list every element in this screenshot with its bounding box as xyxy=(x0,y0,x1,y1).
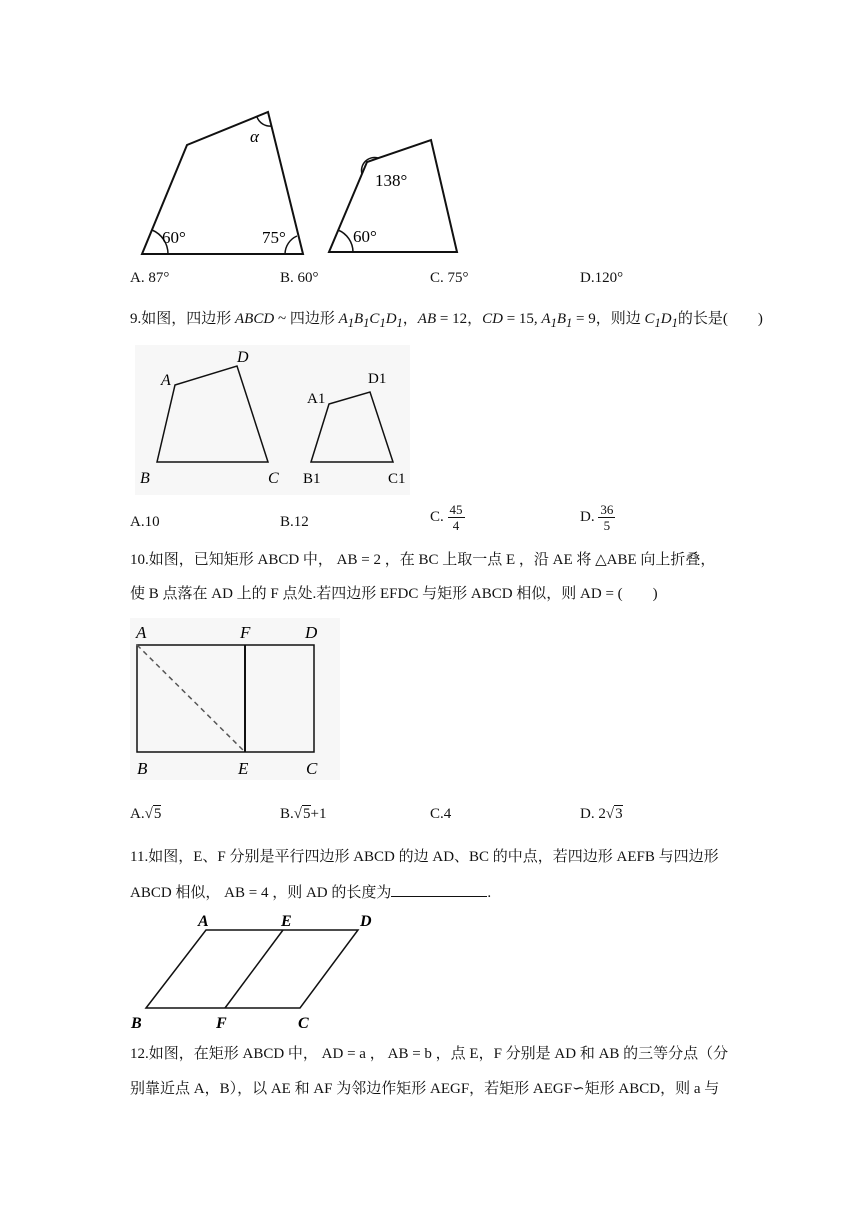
label-E: E xyxy=(281,913,292,930)
q9-c-den: 4 xyxy=(452,518,460,533)
quadrilateral-2 xyxy=(329,140,457,252)
q9-option-c-fraction xyxy=(448,502,465,533)
angle-arc-75 xyxy=(285,236,297,254)
q9-d-den: 5 xyxy=(603,518,611,533)
label-60-2: 60° xyxy=(353,227,377,246)
q10-option-b-prefix: B. xyxy=(280,806,294,822)
label-C: C xyxy=(298,1015,309,1032)
q8-option-c[interactable]: C. 75° xyxy=(430,270,469,286)
label-B: B xyxy=(140,470,150,487)
q9-option-d-prefix: D. xyxy=(580,508,595,525)
q9-stem-prefix: 9.如图，四边形 xyxy=(130,311,232,327)
q10-option-c[interactable]: C.4 xyxy=(430,806,452,822)
label-A1: A1 xyxy=(307,391,326,407)
q10-option-b[interactable]: B.√5+1 xyxy=(280,806,327,822)
q12-stem-line1: 12.如图，在矩形 ABCD 中， AD = a ， AB = b ，点 E，F 分别是 AD 和 AB 的三等分点（分 xyxy=(130,1046,729,1062)
label-138: 138° xyxy=(375,171,408,190)
q9-stem-mid2: ，则边 xyxy=(595,311,641,327)
q12-stem-line2: 别靠近点 A，B），以 AE 和 AF 为邻边作矩形 AEGF，若矩形 AEGF∽矩形 ABCD，则 a 与 xyxy=(130,1081,720,1097)
label-A: A xyxy=(198,913,209,930)
q11-answer-blank[interactable] xyxy=(391,882,487,897)
q11-figure xyxy=(128,910,378,1032)
angle-arc-60-2 xyxy=(338,230,353,252)
q10-option-d[interactable]: D. 2√3 xyxy=(580,806,623,822)
label-60-1: 60° xyxy=(162,228,186,247)
q10-option-a-radicand: 5 xyxy=(153,806,162,822)
label-D: D xyxy=(305,623,318,642)
parallelogram-abcd xyxy=(128,930,378,1008)
q9-figure xyxy=(135,345,410,495)
label-C: C xyxy=(306,759,318,778)
q10-option-a[interactable]: A.√5 xyxy=(130,806,162,822)
q10-option-d-prefix: D. 2 xyxy=(580,806,606,822)
q8-figure-2 xyxy=(325,130,470,265)
label-F: F xyxy=(240,623,251,642)
q9-c-num: 45 xyxy=(449,502,463,517)
q9-stem: 9.如图，四边形 ABCD ~ 四边形 $A_1B_1C_1D_1$，AB = 12，CD = 15, $A_1B_1 = 9$，则边 $C_1D_1$的长是( ) xyxy=(130,311,763,330)
q9-stem-suffix: 的长是( ) xyxy=(677,311,763,327)
label-B: B xyxy=(137,759,148,778)
label-B: B xyxy=(131,1015,142,1032)
q9-option-c[interactable] xyxy=(430,502,465,533)
q8-option-d[interactable]: D.120° xyxy=(580,270,624,286)
label-A: A xyxy=(161,372,171,389)
q10-option-a-prefix: A. xyxy=(130,806,145,822)
q10-stem-line2: 使 B 点落在 AD 上的 F 点处.若四边形 EFDC 与矩形 ABCD 相似，则 AD = ( ) xyxy=(130,586,658,602)
q10-option-d-radicand: 3 xyxy=(615,806,623,822)
q9-stem-mid1: 四边形 xyxy=(289,311,335,327)
label-A: A xyxy=(136,623,147,642)
label-C1: C1 xyxy=(388,471,406,487)
q8-option-b[interactable]: B. 60° xyxy=(280,270,319,286)
q9-option-c-prefix: C. xyxy=(430,508,444,525)
q9-option-a[interactable]: A.10 xyxy=(130,514,160,530)
label-D1: D1 xyxy=(368,371,387,387)
label-F: F xyxy=(216,1015,227,1032)
q9-option-d[interactable] xyxy=(580,502,615,533)
q9-option-d-fraction xyxy=(598,502,615,533)
q10-option-b-suffix: +1 xyxy=(310,806,327,822)
q10-option-b-radicand: 5 xyxy=(303,806,311,822)
q9-d-num: 36 xyxy=(600,502,614,517)
q10-figure xyxy=(130,618,340,780)
q8-figure-1 xyxy=(130,100,320,265)
label-E: E xyxy=(238,759,249,778)
q11-stem-line2-prefix: ABCD 相似， AB = 4 ，则 AD 的长度为 xyxy=(130,885,392,901)
q9-option-b[interactable]: B.12 xyxy=(280,514,309,530)
label-D: D xyxy=(360,913,372,930)
label-B1: B1 xyxy=(303,471,321,487)
label-75: 75° xyxy=(262,228,286,247)
q11-stem-line2 xyxy=(130,882,491,902)
q11-stem-line1: 11.如图，E、F 分别是平行四边形 ABCD 的边 AD、BC 的中点，若四边形 AEFB 与四边形 xyxy=(130,849,719,865)
q11-stem-line2-suffix: . xyxy=(487,885,492,901)
q10-stem-line1: 10.如图，已知矩形 ABCD 中， AB = 2 ，在 BC 上取一点 E ，沿 AE 将 △ABE 向上折叠， xyxy=(130,552,716,568)
label-D: D xyxy=(237,349,249,366)
segment-ef xyxy=(225,930,283,1008)
label-C: C xyxy=(268,470,279,487)
q8-option-a[interactable]: A. 87° xyxy=(130,270,170,286)
label-alpha: α xyxy=(250,127,259,146)
parallelogram-outline xyxy=(146,930,358,1008)
